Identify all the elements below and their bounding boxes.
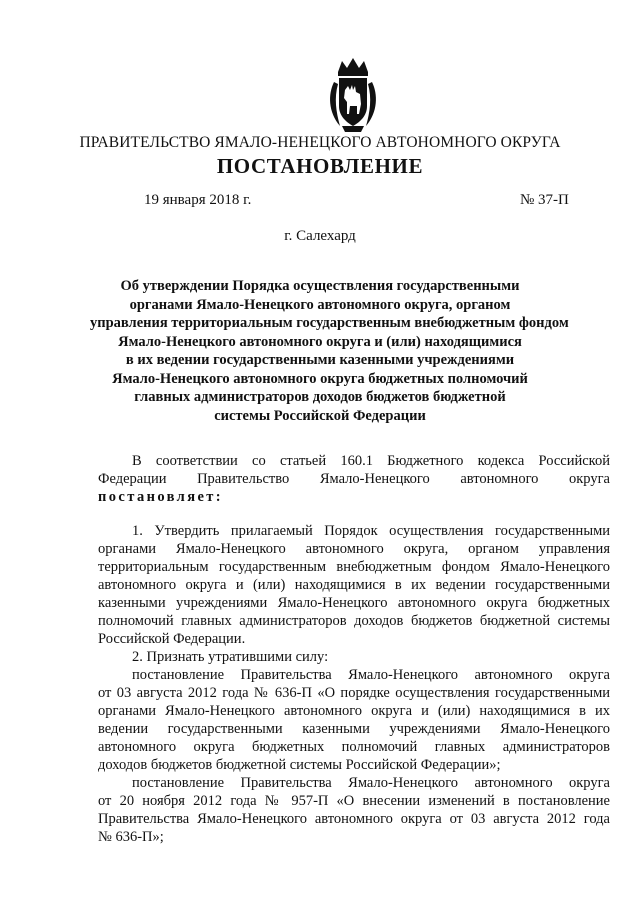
item1-line: 1. Утвердить прилагаемый Порядок осуществления государственными	[132, 523, 610, 539]
document-body	[98, 452, 610, 846]
item2a-line: ведении государственными казенными учреждениями Ямало-Ненецкого	[98, 721, 610, 737]
subject-line: системы Российской Федерации	[214, 407, 426, 424]
item1-line: органами Ямало-Ненецкого автономного округа, органом управления	[98, 541, 610, 557]
document-city: г. Салехард	[284, 228, 356, 244]
item2a-line: автономного округа бюджетных полномочий главных администраторов	[98, 739, 610, 755]
item2a-line: от 03 августа 2012 года № 636-П «О порядке осуществления государственными	[98, 685, 610, 701]
item2b-line: № 636-П»;	[98, 829, 164, 845]
item2b-line: постановление Правительства Ямало-Ненецкого автономного округа	[132, 775, 610, 791]
subject-line: Об утверждении Порядка осуществления государственными	[120, 278, 520, 294]
item1-line: полномочий главных администраторов доходов бюджетов бюджетной системы	[98, 613, 610, 629]
item1-line: казенными учреждениями Ямало-Ненецкого автономного округа бюджетных	[98, 595, 610, 611]
document-subject	[90, 277, 569, 425]
government-title: ПРАВИТЕЛЬСТВО ЯМАЛО-НЕНЕЦКОГО АВТОНОМНОГО ОКРУГА	[79, 134, 561, 151]
subject-line: в их ведении государственными казенными учреждениями	[125, 352, 515, 368]
subject-line: главных администраторов доходов бюджетов бюджетной	[134, 389, 506, 405]
coat-of-arms-emblem	[326, 56, 380, 134]
item1-line: Российской Федерации.	[98, 631, 246, 647]
item1-line: территориальным государственным внебюджетным фондом Ямало-Ненецкого	[98, 559, 610, 575]
preamble-line: Федерации Правительство Ямало-Ненецкого автономного округа	[98, 471, 610, 487]
subject-line: Ямало-Ненецкого автономного округа и (или) находящимися	[118, 333, 522, 350]
document-number: № 37-П	[520, 192, 569, 208]
item2a-line: доходов бюджетов бюджетной системы Российской Федерации»;	[98, 757, 501, 773]
subject-line: управления территориальным государственным внебюджетным фондом	[90, 315, 569, 331]
item2a-line: постановление Правительства Ямало-Ненецкого автономного округа	[132, 667, 610, 683]
item2-heading: 2. Признать утратившими силу:	[132, 649, 329, 665]
item2a-line: органами Ямало-Ненецкого автономного округа и (или) находящимися в их	[98, 703, 610, 719]
document-type: ПОСТАНОВЛЕНИЕ	[216, 154, 424, 178]
resolves-word: постановляет:	[98, 489, 224, 505]
preamble-line: В соответствии со статьей 160.1 Бюджетного кодекса Российской	[132, 453, 610, 469]
item1-line: автономного округа и (или) находящимися в их ведении государственными	[98, 577, 610, 593]
subject-line: Ямало-Ненецкого автономного округа бюджетных полномочий	[112, 370, 528, 387]
item2b-line: Правительства Ямало-Ненецкого автономного округа от 03 августа 2012 года	[98, 811, 610, 827]
document-date: 19 января 2018 г.	[144, 192, 252, 208]
item2b-line: от 20 ноября 2012 года № 957-П «О внесении изменений в постановление	[98, 793, 610, 809]
subject-line: органами Ямало-Ненецкого автономного округа, органом	[129, 296, 511, 313]
